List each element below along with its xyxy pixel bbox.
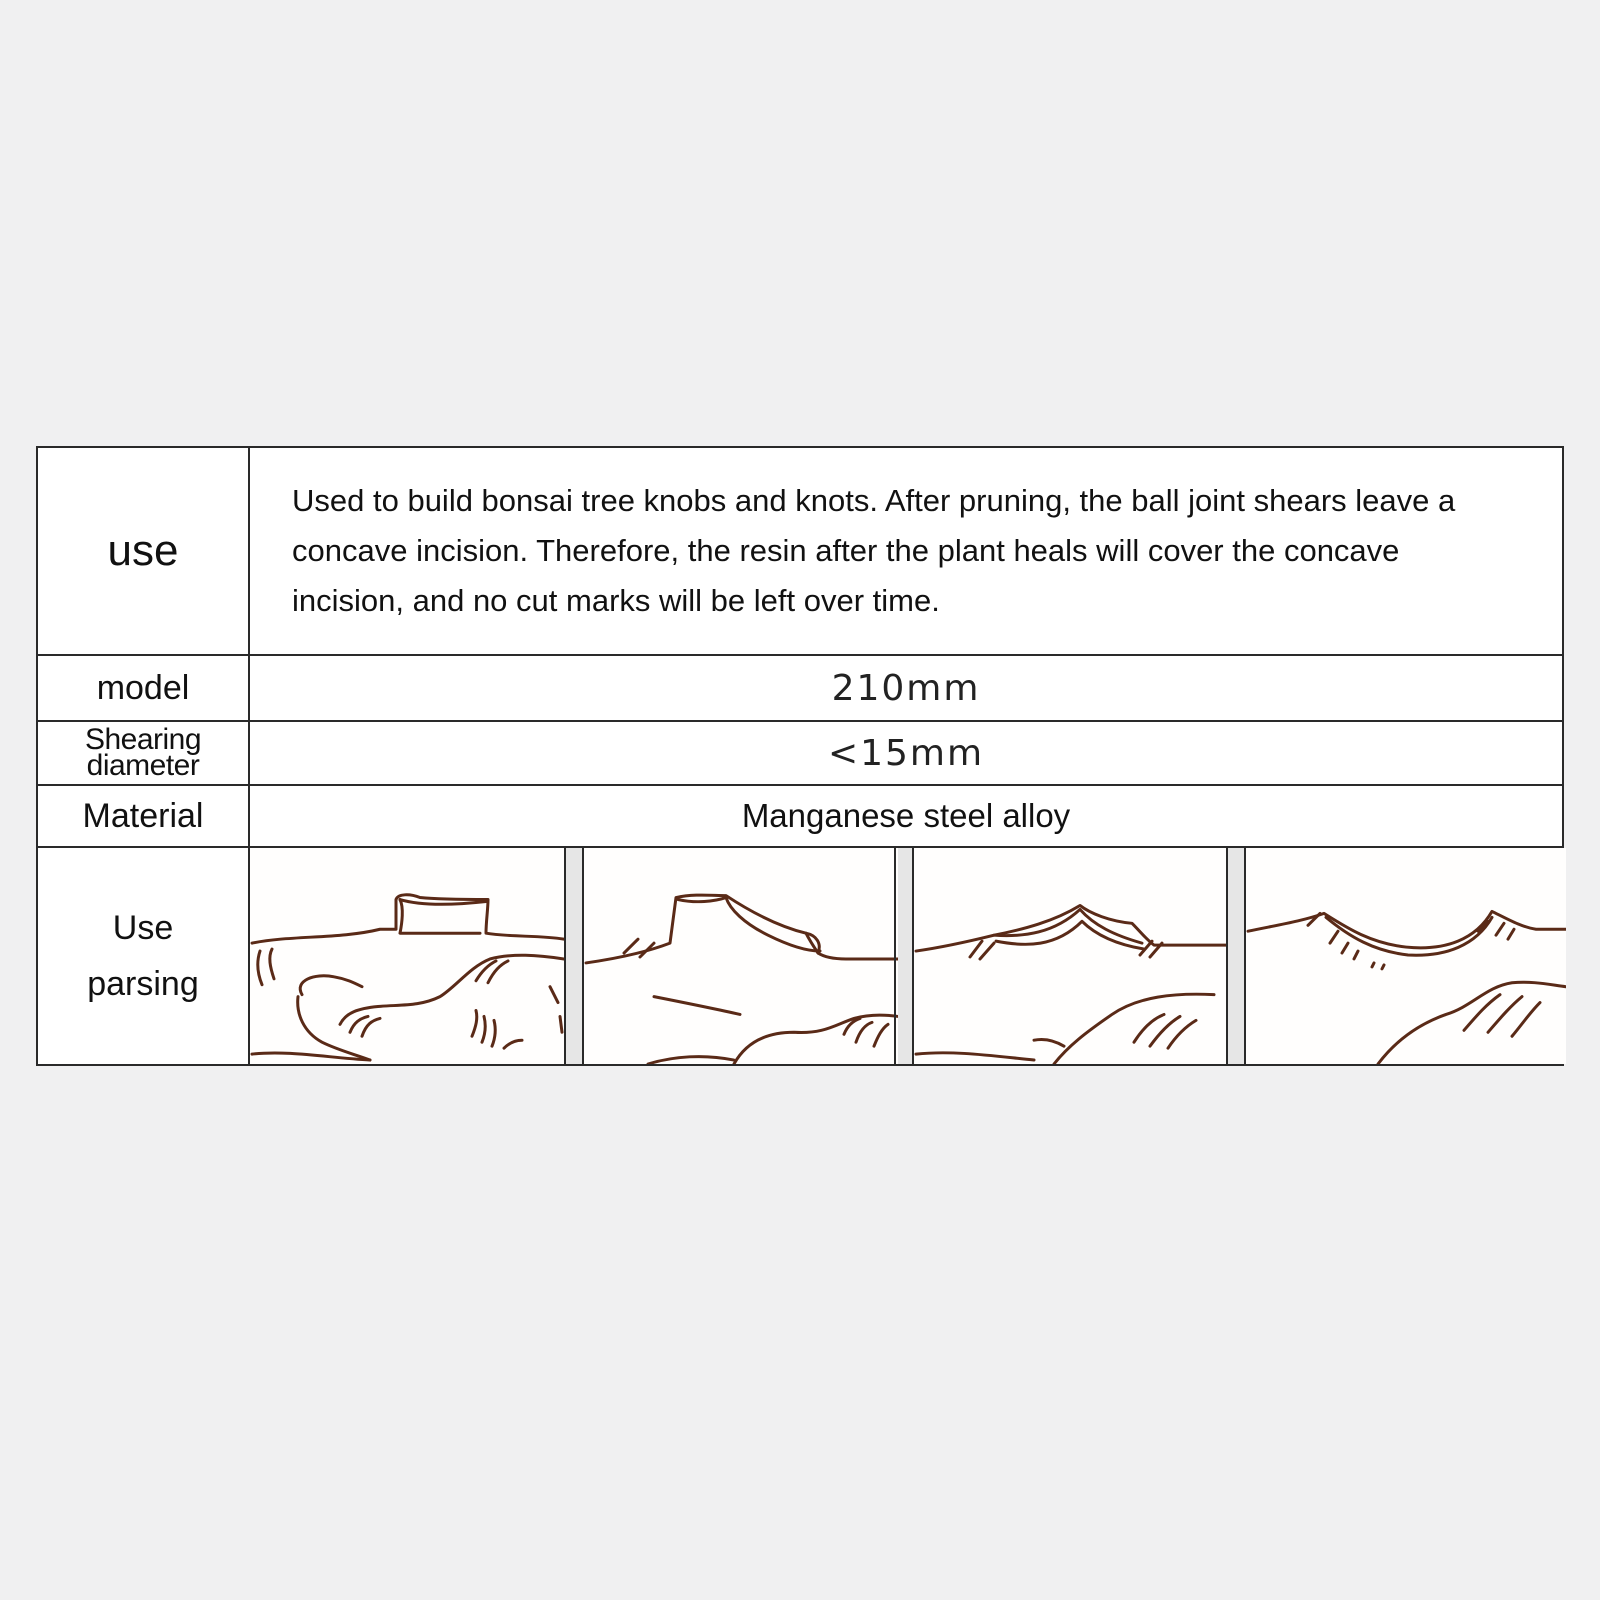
concave-cut-icon: [912, 848, 1228, 1064]
panel-divider: [894, 848, 896, 1064]
row-material: [38, 784, 1562, 846]
shearing-diameter-label: [38, 722, 250, 784]
use-description: Used to build bonsai tree knobs and knots. After pruning, the ball joint shears leave a concave incision. Therefore, the resin after the plant heals will cover the concave incision, and no cut marks will be left over time.: [292, 483, 1456, 618]
material-value: Manganese steel alloy: [741, 797, 1071, 834]
material-label: Material: [38, 786, 250, 846]
model-value: 210mm: [831, 667, 981, 709]
angled-cut-icon: [582, 848, 898, 1064]
use-parsing-label-line2: parsing: [87, 965, 199, 1003]
row-use: [38, 448, 1562, 654]
use-label: use: [38, 448, 250, 654]
row-use-parsing: [38, 846, 1562, 1064]
branch-stub-icon: [250, 848, 564, 1064]
shearing-label-line2: diameter: [86, 749, 200, 782]
illustration-strip: [250, 848, 1562, 1064]
shearing-label-line1: Shearing: [84, 723, 202, 756]
row-shearing-diameter: [38, 720, 1562, 784]
shearing-diameter-value: <15mm: [827, 732, 985, 774]
use-parsing-label-line1: Use: [112, 909, 174, 947]
row-model: [38, 654, 1562, 720]
healed-cut-icon: [1244, 848, 1566, 1064]
spec-table: [36, 446, 1564, 1066]
panel-divider: [1226, 848, 1228, 1064]
model-label: model: [38, 656, 250, 720]
panel-divider: [564, 848, 566, 1064]
use-parsing-label: [38, 848, 250, 1064]
